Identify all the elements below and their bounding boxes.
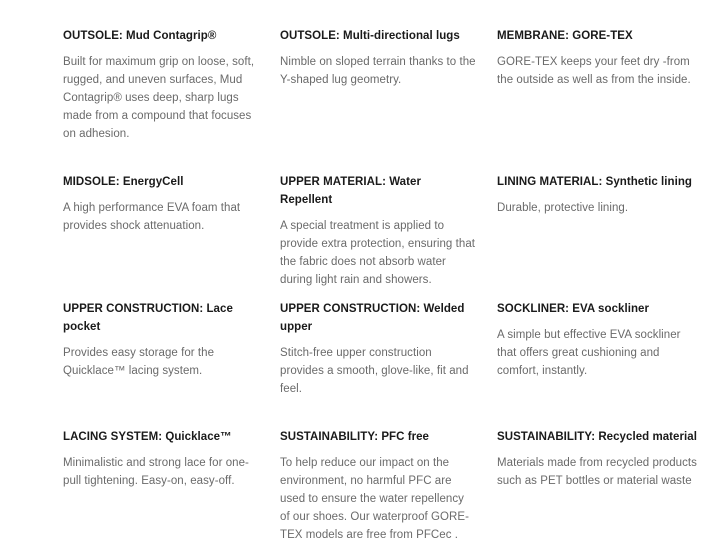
- feature-sockliner-eva: [497, 300, 697, 380]
- feature-description: A high performance EVA foam that provides shock attenuation.: [63, 202, 241, 232]
- feature-title: UPPER CONSTRUCTION: Welded upper: [280, 303, 465, 333]
- feature-title: SUSTAINABILITY: PFC free: [280, 431, 430, 443]
- feature-title: LACING SYSTEM: Quicklace™: [63, 431, 232, 443]
- feature-description: Built for maximum grip on loose, soft, rugged, and uneven surfaces, Mud Contagrip® uses deep, sharp lugs made from a compound that focuses on adhesion.: [63, 56, 255, 140]
- feature-title: SOCKLINER: EVA sockliner: [497, 303, 650, 315]
- feature-description: A simple but effective EVA sockliner that offers great cushioning and comfort, instantly.: [497, 329, 681, 377]
- feature-title: UPPER MATERIAL: Water Repellent: [280, 176, 421, 206]
- feature-upper-construction-lace-pocket: [63, 300, 259, 380]
- feature-lacing-system-quicklace: [63, 428, 259, 490]
- feature-description: To help reduce our impact on the environment, no harmful PFC are used to ensure the water repellency of our shoes. Our waterproof GORE-TEX models are free from PFCec .: [280, 457, 469, 541]
- feature-lining-material-synthetic: [497, 173, 697, 217]
- feature-sustainability-pfc-free: [280, 428, 476, 544]
- feature-title: OUTSOLE: Multi-directional lugs: [280, 30, 460, 42]
- feature-description: Nimble on sloped terrain thanks to the Y-shaped lug geometry.: [280, 56, 476, 86]
- feature-title: OUTSOLE: Mud Contagrip®: [63, 30, 217, 42]
- feature-title: MEMBRANE: GORE-TEX: [497, 30, 633, 42]
- feature-title: MIDSOLE: EnergyCell: [63, 176, 184, 188]
- feature-title: UPPER CONSTRUCTION: Lace pocket: [63, 303, 233, 333]
- feature-midsole-energycell: [63, 173, 259, 235]
- feature-description: Stitch-free upper construction provides a smooth, glove-like, fit and feel.: [280, 347, 469, 395]
- feature-sustainability-recycled-material: [497, 428, 697, 490]
- feature-description: A special treatment is applied to provide extra protection, ensuring that the fabric does not absorb water during light rain and showers.: [280, 220, 476, 286]
- feature-outsole-multi-directional-lugs: [280, 27, 476, 89]
- feature-outsole-mud-contagrip: [63, 27, 259, 143]
- feature-upper-construction-welded-upper: [280, 300, 476, 398]
- feature-description: Durable, protective lining.: [497, 202, 629, 214]
- feature-membrane-gore-tex: [497, 27, 697, 89]
- feature-title: SUSTAINABILITY: Recycled material: [497, 431, 697, 443]
- feature-description: GORE-TEX keeps your feet dry -from the outside as well as from the inside.: [497, 56, 691, 86]
- feature-upper-material-water-repellent: [280, 173, 476, 289]
- feature-description: Provides easy storage for the Quicklace™ lacing system.: [63, 347, 215, 377]
- feature-title: LINING MATERIAL: Synthetic lining: [497, 176, 693, 188]
- feature-description: Minimalistic and strong lace for one-pull tightening. Easy-on, easy-off.: [63, 457, 249, 487]
- feature-description: Materials made from recycled products such as PET bottles or material waste: [497, 457, 697, 487]
